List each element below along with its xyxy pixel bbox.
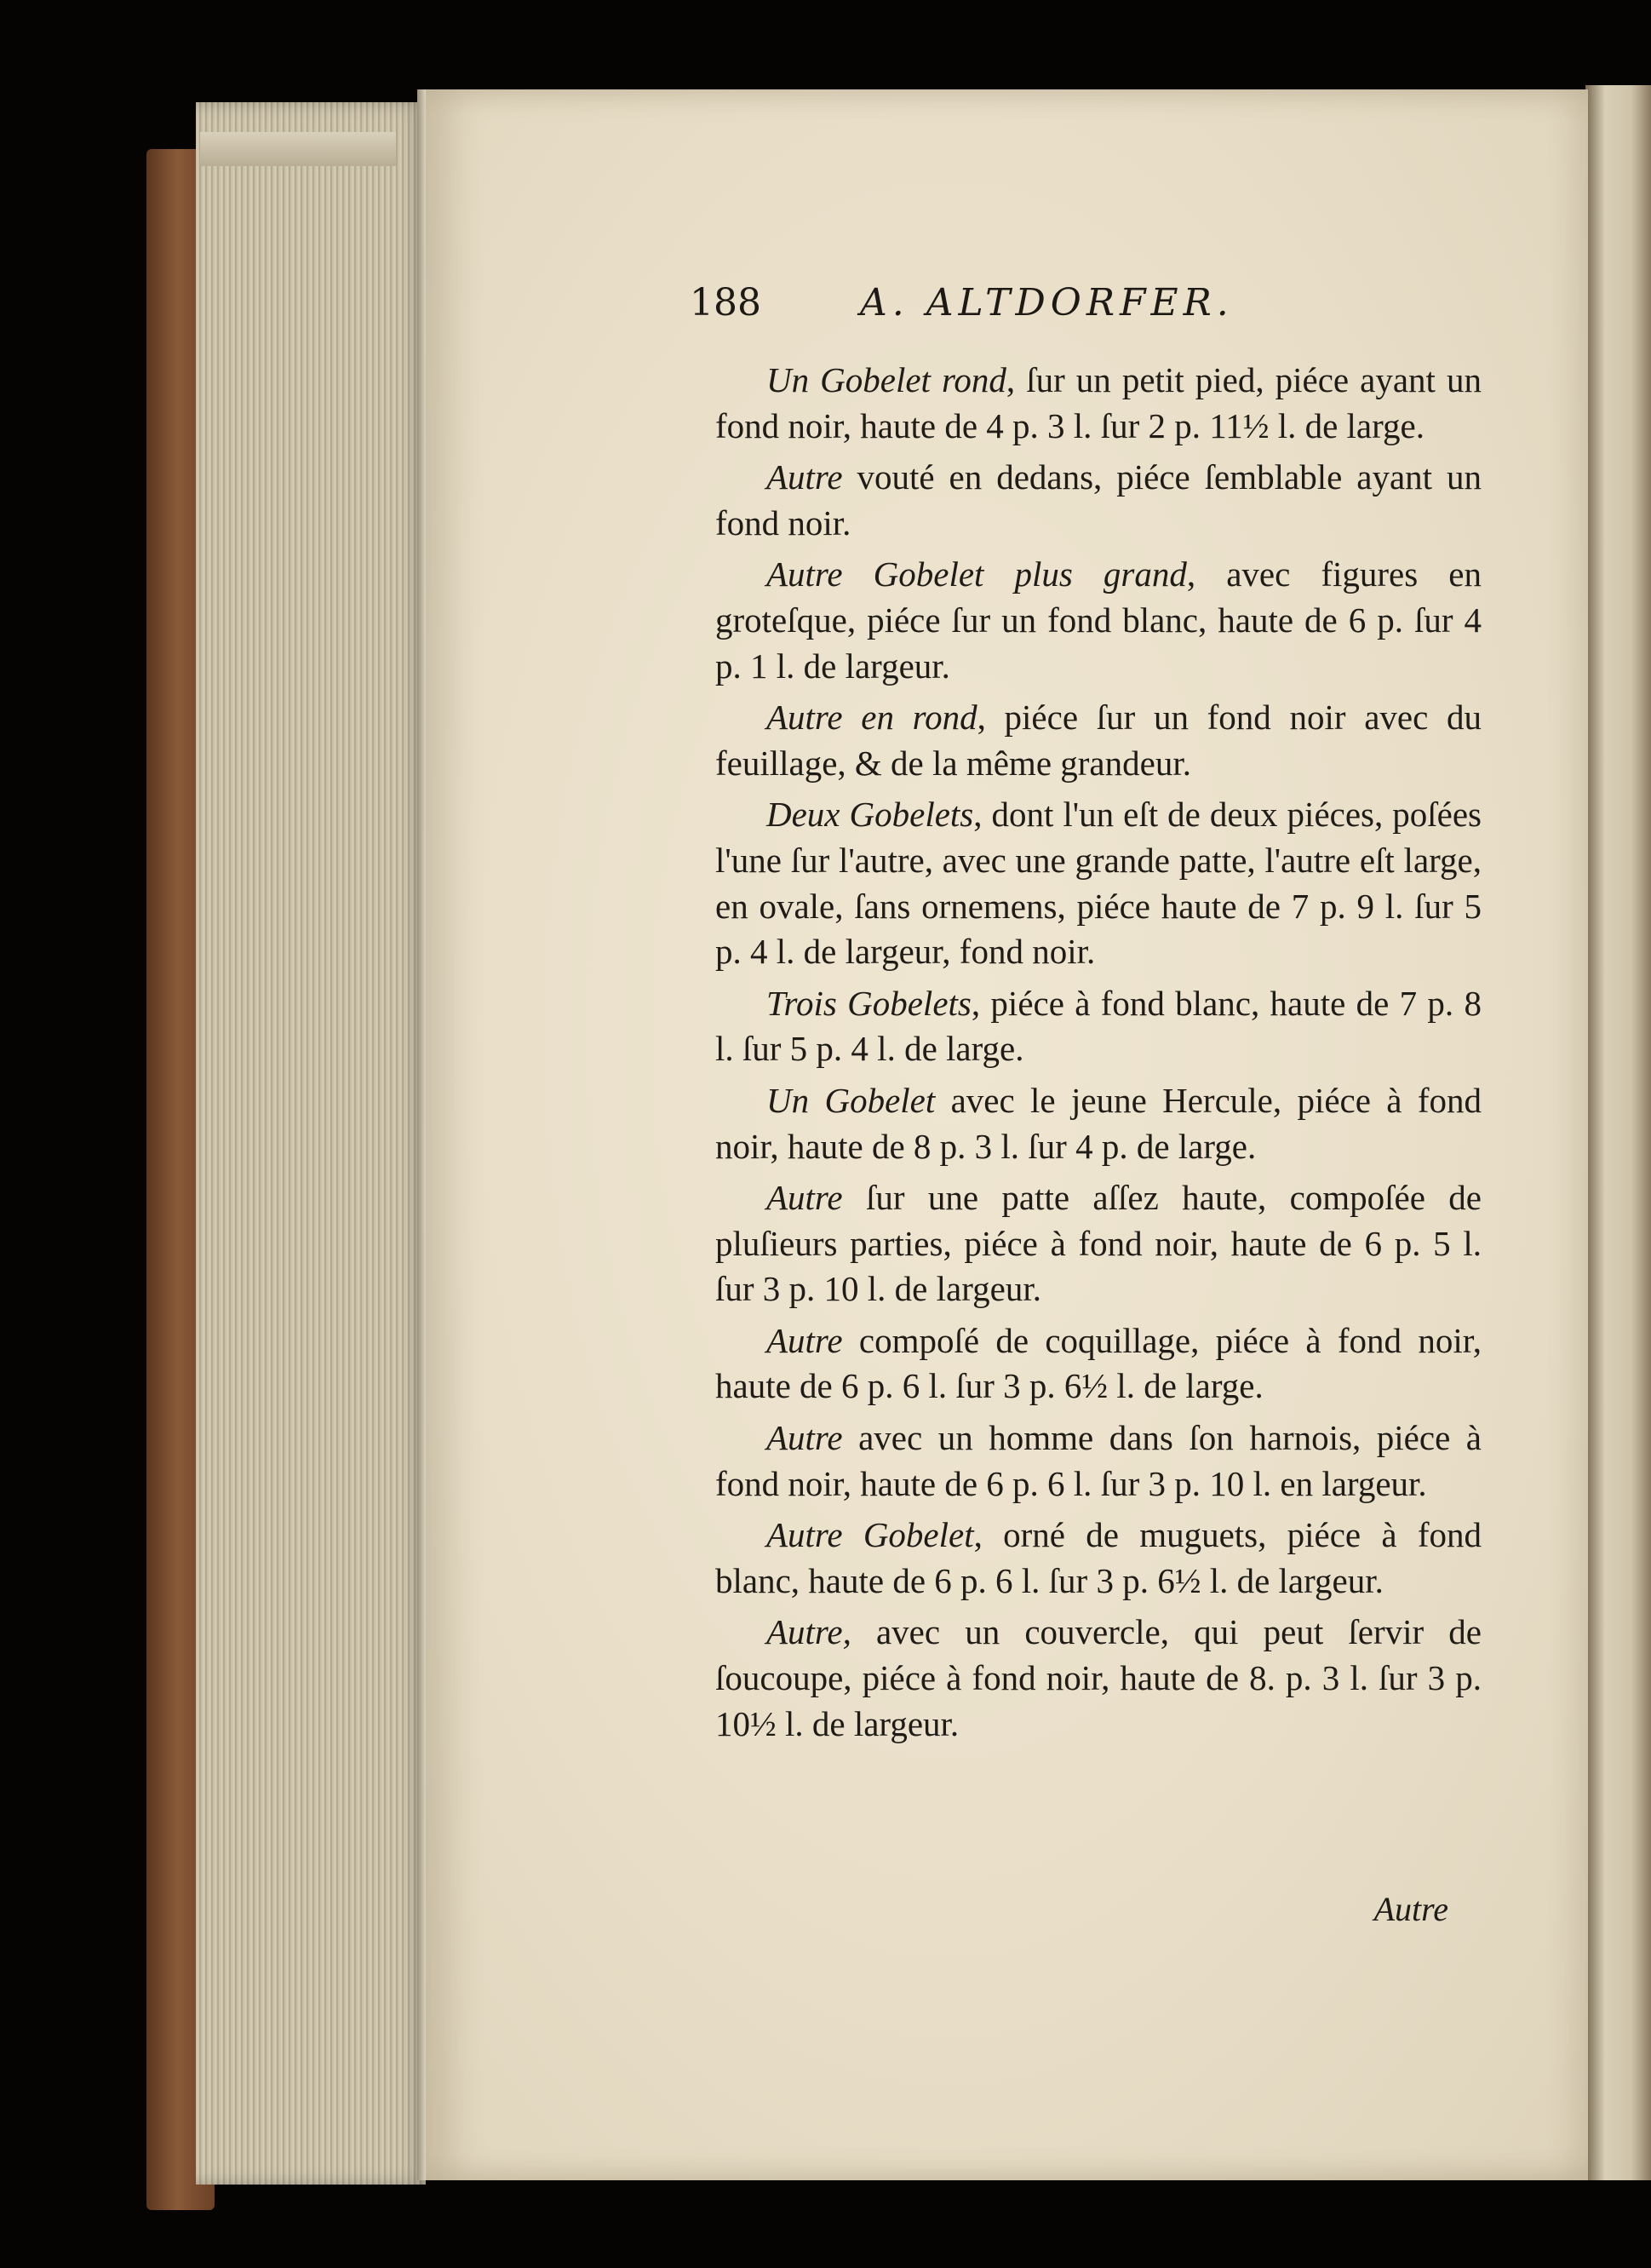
- facing-page-edge: [1585, 85, 1651, 2180]
- entry-lead: Autre Gobelet plus grand: [766, 554, 1187, 594]
- catalogue-text: [715, 358, 1482, 1753]
- catalogue-entry: [715, 552, 1482, 689]
- page-block-top: [200, 132, 396, 166]
- entry-text: compoſé de coquillage, piéce à fond noir, haute de 6 p. 6 l. ſur 3 p. 6½ l. de large.: [715, 1320, 1482, 1406]
- page-block-edges: [196, 102, 426, 2185]
- running-title: A. ALTDORFER.: [860, 281, 1234, 324]
- entry-text: , dont l'un eſt de deux piéces, poſées l'une ſur l'autre, avec une grande patte, l'autre eſt large, en ovale, ſans ornemens, piéce haute de 7 p. 9 l. ſur 5 p. 4 l. de largeur, fond noir.: [715, 795, 1482, 972]
- entry-text: , piéce ſur un fond noir avec du feuillage, & de la même grandeur.: [715, 698, 1482, 783]
- catalogue-entry: [715, 1175, 1482, 1312]
- catalogue-entry: [715, 1415, 1482, 1507]
- catalogue-entry: [715, 455, 1482, 546]
- entry-text: , orné de muguets, piéce à fond blanc, haute de 6 p. 6 l. ſur 3 p. 6½ l. de largeur.: [715, 1515, 1482, 1600]
- entry-lead: Un Gobelet: [766, 1080, 936, 1120]
- entry-text: avec un couvercle, qui peut ſervir de ſoucoupe, piéce à fond noir, haute de 8. p. 3 l. ſur 3 p. 10½ l. de largeur.: [715, 1612, 1482, 1743]
- catalogue-entry: [715, 981, 1482, 1072]
- entry-lead: Trois Gobelets: [766, 983, 972, 1023]
- catalogue-entry: [715, 1610, 1482, 1747]
- entry-lead: Autre: [766, 457, 843, 497]
- entry-lead: Autre,: [766, 1612, 851, 1652]
- entry-lead: Autre: [766, 1178, 843, 1218]
- entry-text: avec un homme dans ſon harnois, piéce à fond noir, haute de 6 p. 6 l. ſur 3 p. 10 l. en largeur.: [715, 1418, 1482, 1503]
- page-number: 188: [690, 281, 761, 324]
- entry-lead: Autre: [766, 1418, 843, 1458]
- entry-text: avec le jeune Hercule, piéce à fond noir, haute de 8 p. 3 l. ſur 4 p. de large.: [715, 1080, 1482, 1166]
- catalogue-entry: [715, 695, 1482, 786]
- catchword: Autre: [1373, 1890, 1448, 1928]
- catalogue-entry: [715, 1513, 1482, 1604]
- entry-text: , avec figures en groteſque, piéce ſur un fond blanc, haute de 6 p. ſur 4 p. 1 l. de largeur.: [715, 554, 1482, 686]
- entry-text: ſur une patte aſſez haute, compoſée de pluſieurs parties, piéce à fond noir, haute de 6 p. 5 l. ſur 3 p. 10 l. de largeur.: [715, 1178, 1482, 1309]
- catalogue-entry: [715, 1318, 1482, 1410]
- entry-text: , piéce à fond blanc, haute de 7 p. 8 l. ſur 5 p. 4 l. de large.: [715, 983, 1482, 1069]
- running-head: [690, 281, 1524, 324]
- entry-lead: Autre: [766, 1320, 843, 1360]
- catalogue-entry: [715, 1078, 1482, 1169]
- catalogue-entry: [715, 792, 1482, 974]
- catalogue-entry: [715, 358, 1482, 449]
- entry-text: , ſur un petit pied, piéce ayant un fond noir, haute de 4 p. 3 l. ſur 2 p. 11½ l. de large.: [715, 360, 1482, 445]
- entry-lead: Un Gobelet rond: [766, 360, 1006, 399]
- entry-lead: Deux Gobelets: [766, 795, 974, 835]
- entry-lead: Autre Gobelet: [766, 1515, 974, 1555]
- entry-text: vouté en dedans, piéce ſemblable ayant un fond noir.: [715, 457, 1482, 543]
- entry-lead: Autre en rond: [766, 698, 977, 738]
